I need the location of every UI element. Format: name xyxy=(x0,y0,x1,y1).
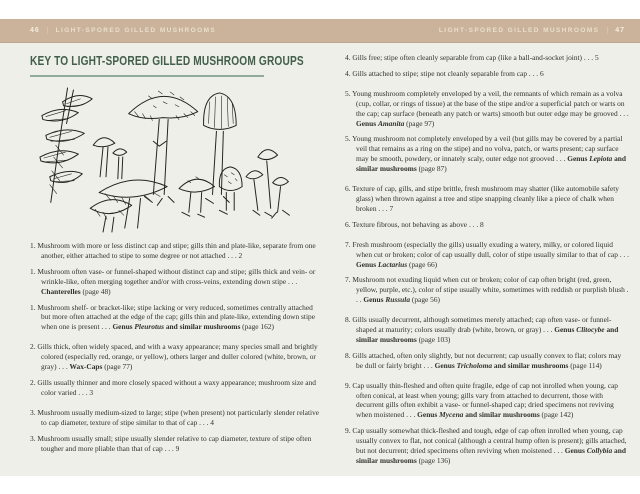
key-entry-number: 7. xyxy=(345,239,353,249)
section-title: KEY TO LIGHT-SPORED GILLED MUSHROOM GROUPS xyxy=(30,53,304,68)
key-entry-number: 4. xyxy=(345,68,353,78)
book-spread xyxy=(0,19,640,476)
key-list-left xyxy=(30,241,322,459)
key-entry-number: 1. xyxy=(30,302,38,312)
key-entry-number: 8. xyxy=(345,350,353,360)
key-entry-number: 1. xyxy=(30,266,38,276)
key-entry: 8. Gills attached, often only slightly, but not decurrent; cap usually convex to flat; colors may be dull or fairly bright . . . Genus Tricholoma and similar mushrooms (page 114) xyxy=(345,350,622,370)
key-entry: 5. Young mushroom completely enveloped by a veil, the remnants of which remain as a volva (cup, collar, or rings of tissue) at the base of the stipe and/or a superficial patch or warts on the cap; cap surface (beneath any patch or warts) smooth but outer edge may be grooved . . . Genus Amanita (page 97) xyxy=(345,88,629,128)
right-page-number: 47 xyxy=(615,27,625,34)
key-entry: 2. Gills thick, often widely spaced, and with a waxy appearance; many species small and brightly colored (especially red, orange, or yellow), others larger and duller colored (white, brown, or gray) . . . Wax-Caps (page 77) xyxy=(30,342,318,372)
key-entry-number: 4. xyxy=(345,53,353,62)
key-entry-number: 3. xyxy=(30,407,38,417)
left-page-number: 46 xyxy=(30,27,40,34)
key-entry-number: 9. xyxy=(345,380,353,390)
section-title-rule xyxy=(30,75,264,77)
key-entry: 6. Texture fibrous, not behaving as above . . . 8 xyxy=(345,219,484,229)
key-entry: 2. Gills usually thinner and more closely spaced without a waxy appearance; mushroom size and color varied . . . 3 xyxy=(30,377,316,397)
mushroom-line-drawing-svg xyxy=(34,83,320,235)
key-entry: 7. Mushroom not exuding liquid when cut or broken; color of cap often bright (red, green, yellow, purple, etc.), color of stipe usually white, sometimes with reddish or purplish blush . . . Genus Russula (page 56) xyxy=(345,275,629,305)
key-entry: 7. Fresh mushroom (especially the gills) usually exuding a watery, milky, or colored liquid when cut or broken; color of cap usually dull, color of stipe usually similar to that of cap . . . Genus Lactarius (page 66) xyxy=(345,239,629,269)
key-entry-number: 5. xyxy=(345,134,353,144)
key-entry-number: 2. xyxy=(30,342,38,352)
key-entry-number: 6. xyxy=(345,184,353,194)
header-divider: | xyxy=(606,27,609,34)
key-entry-number: 6. xyxy=(345,219,353,229)
key-entry-number: 9. xyxy=(345,426,353,436)
key-entry: 6. Texture of cap, gills, and stipe brittle, fresh mushroom may shatter (like automobile safety glass) when thrown against a tree and stipe snapping cleanly like a piece of chalk when broken . . . 7 xyxy=(345,184,619,213)
right-running-header-text: LIGHT-SPORED GILLED MUSHROOMS xyxy=(438,27,600,34)
running-header-banner xyxy=(0,19,640,43)
key-entry-number: 5. xyxy=(345,88,353,98)
right-running-header xyxy=(439,27,625,34)
key-entry: 5. Young mushroom not completely enveloped by a veil (but gills may be covered by a partial veil that remains as a ring on the stipe) and no volva, patch, or warts present; cap surface may be smooth, powdery, or innately scaly, outer edge not grooved . . . Genus Lepiota and similar mushrooms (page 87) xyxy=(345,134,627,174)
key-entry-number: 1. xyxy=(30,241,38,250)
key-entry-number: 7. xyxy=(345,275,353,285)
left-running-header-text: LIGHT-SPORED GILLED MUSHROOMS xyxy=(55,27,217,34)
key-entry-number: 8. xyxy=(345,315,353,325)
key-entry-number: 2. xyxy=(30,377,38,387)
key-entry: 1. Mushroom often vase- or funnel-shaped without distinct cap and stipe; gills thick and vein- or wrinkle-like, often merging together and/or with cross-veins, extending down stipe . . . Chanterelles (page 48) xyxy=(30,266,316,296)
key-entry: 1. Mushroom with more or less distinct cap and stipe; gills thin and plate-like, separate from one another, either attached to stipe to some degree or not attached . . . 2 xyxy=(30,241,316,260)
key-entry: 9. Cap usually thin-fleshed and often quite fragile, edge of cap not inrolled when young, cap often conical, at least when young; gills vary from attached to decurrent, those with decurrent gills often exhibit a vase- or funnel-shaped cap; dried specimens not reviving when moistened . . . Genus Mycena and similar mushrooms (page 142) xyxy=(345,380,618,420)
key-entry: 4. Gills free; stipe often cleanly separable from cap (like a ball-and-socket joint) . . . 5 xyxy=(345,53,599,62)
left-running-header xyxy=(30,27,216,34)
key-entry: 3. Mushroom usually medium-sized to large; stipe (when present) not particularly slender relative to cap diameter, texture of stipe similar to that of cap . . . 4 xyxy=(30,407,320,427)
header-divider: | xyxy=(46,27,49,34)
key-entry: 3. Mushroom usually small; stipe usually slender relative to cap diameter, texture of stipe often tougher and more pliable than that of cap . . . 9 xyxy=(30,433,312,453)
key-entry: 1. Mushroom shelf- or bracket-like; stipe lacking or very reduced, sometimes centrally attached but more often attached at the edge of the cap; gills thin and plate-like, extending down stipe when one is present . . . Genus Pleurotus and similar mushrooms (page 162) xyxy=(30,302,315,332)
key-entry: 9. Cap usually somewhat thick-fleshed and tough, edge of cap often inrolled when young, cap usually convex to flat, not conical (although a central hump often is present); gills attached, but not decurrent; dried specimens often reviving when moistened . . . Genus Collybia and similar mushrooms (page 136) xyxy=(345,426,627,465)
key-list-right xyxy=(345,53,629,472)
mushroom-illustration xyxy=(34,83,320,235)
key-entry-number: 3. xyxy=(30,433,38,443)
key-entry: 4. Gills attached to stipe; stipe not cleanly separable from cap . . . 6 xyxy=(345,68,544,78)
key-entry: 8. Gills usually decurrent, although sometimes merely attached; cap often vase- or funnel-shaped at maturity; colors usually drab (white, brown, or gray) . . . Genus Clitocybe and similar mushrooms (page 103) xyxy=(345,315,619,344)
